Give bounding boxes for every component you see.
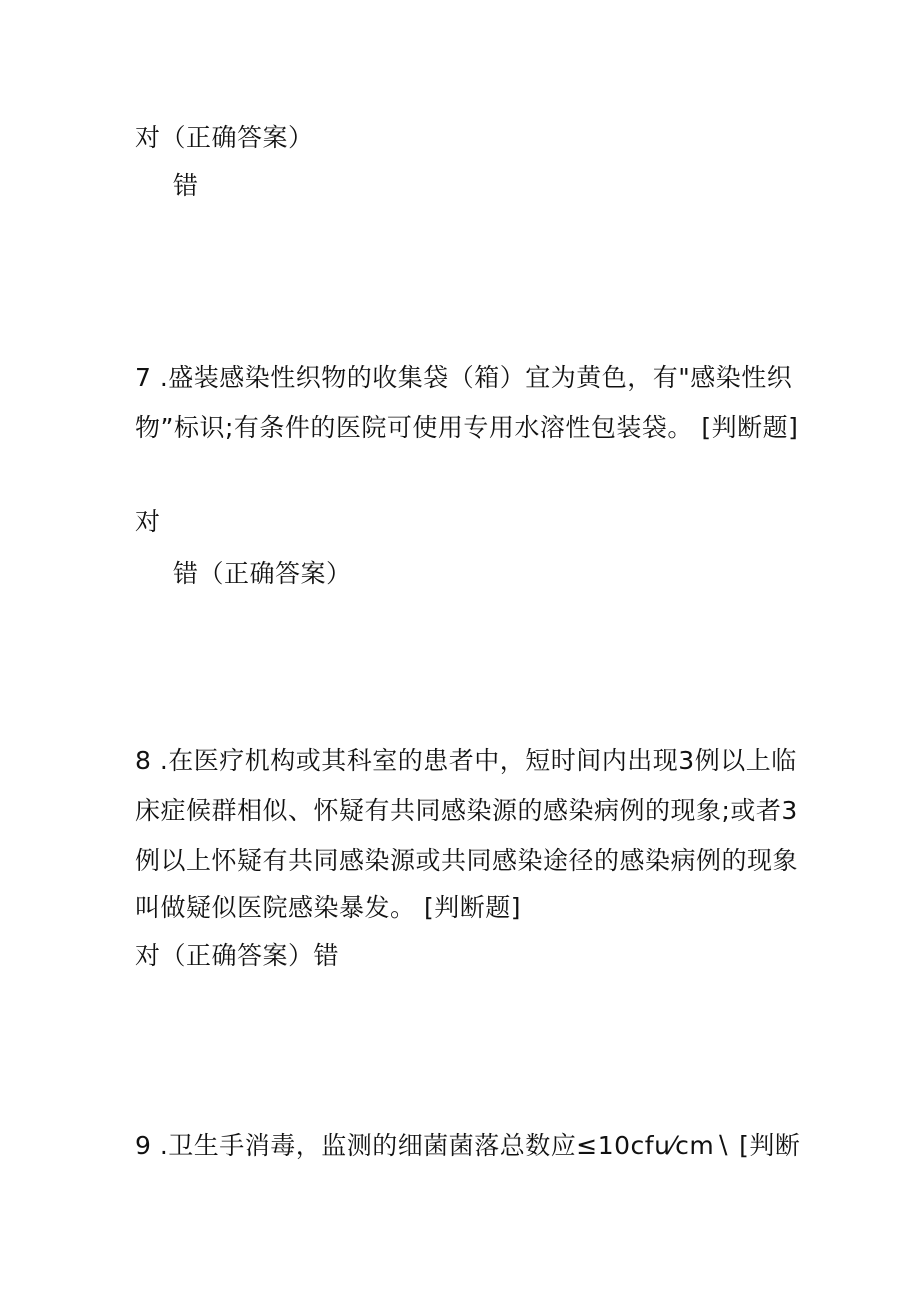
prev-option-false: 错 (173, 171, 199, 200)
question-7-option-false: 错（正确答案） (173, 559, 352, 588)
question-7-text-line-2: 物”标识;有条件的医院可使用专用水溶性包装袋。 [判断题] (135, 413, 799, 442)
question-7-text-line-1: 7 .盛装感染性织物的收集袋（箱）宜为黄色，有"感染性织 (135, 363, 793, 392)
question-9-text-line-1: 9 .卫生手消毒，监测的细菌菌落总数应≤10cfu⁄cm∖ [判断 (135, 1131, 801, 1160)
question-8-text-line-4: 叫做疑似医院感染暴发。 [判断题] (135, 893, 521, 922)
question-8-text-line-3: 例以上怀疑有共同感染源或共同感染途径的感染病例的现象 (135, 846, 799, 875)
question-8-text-line-1: 8 .在医疗机构或其科室的患者中，短时间内出现3例以上临 (135, 746, 797, 775)
question-7-option-true: 对 (135, 507, 161, 536)
question-8-text-line-2: 床症候群相似、怀疑有共同感染源的感染病例的现象;或者3 (135, 796, 798, 825)
question-8-options: 对（正确答案）错 (135, 941, 340, 970)
prev-option-true: 对（正确答案） (135, 123, 314, 152)
